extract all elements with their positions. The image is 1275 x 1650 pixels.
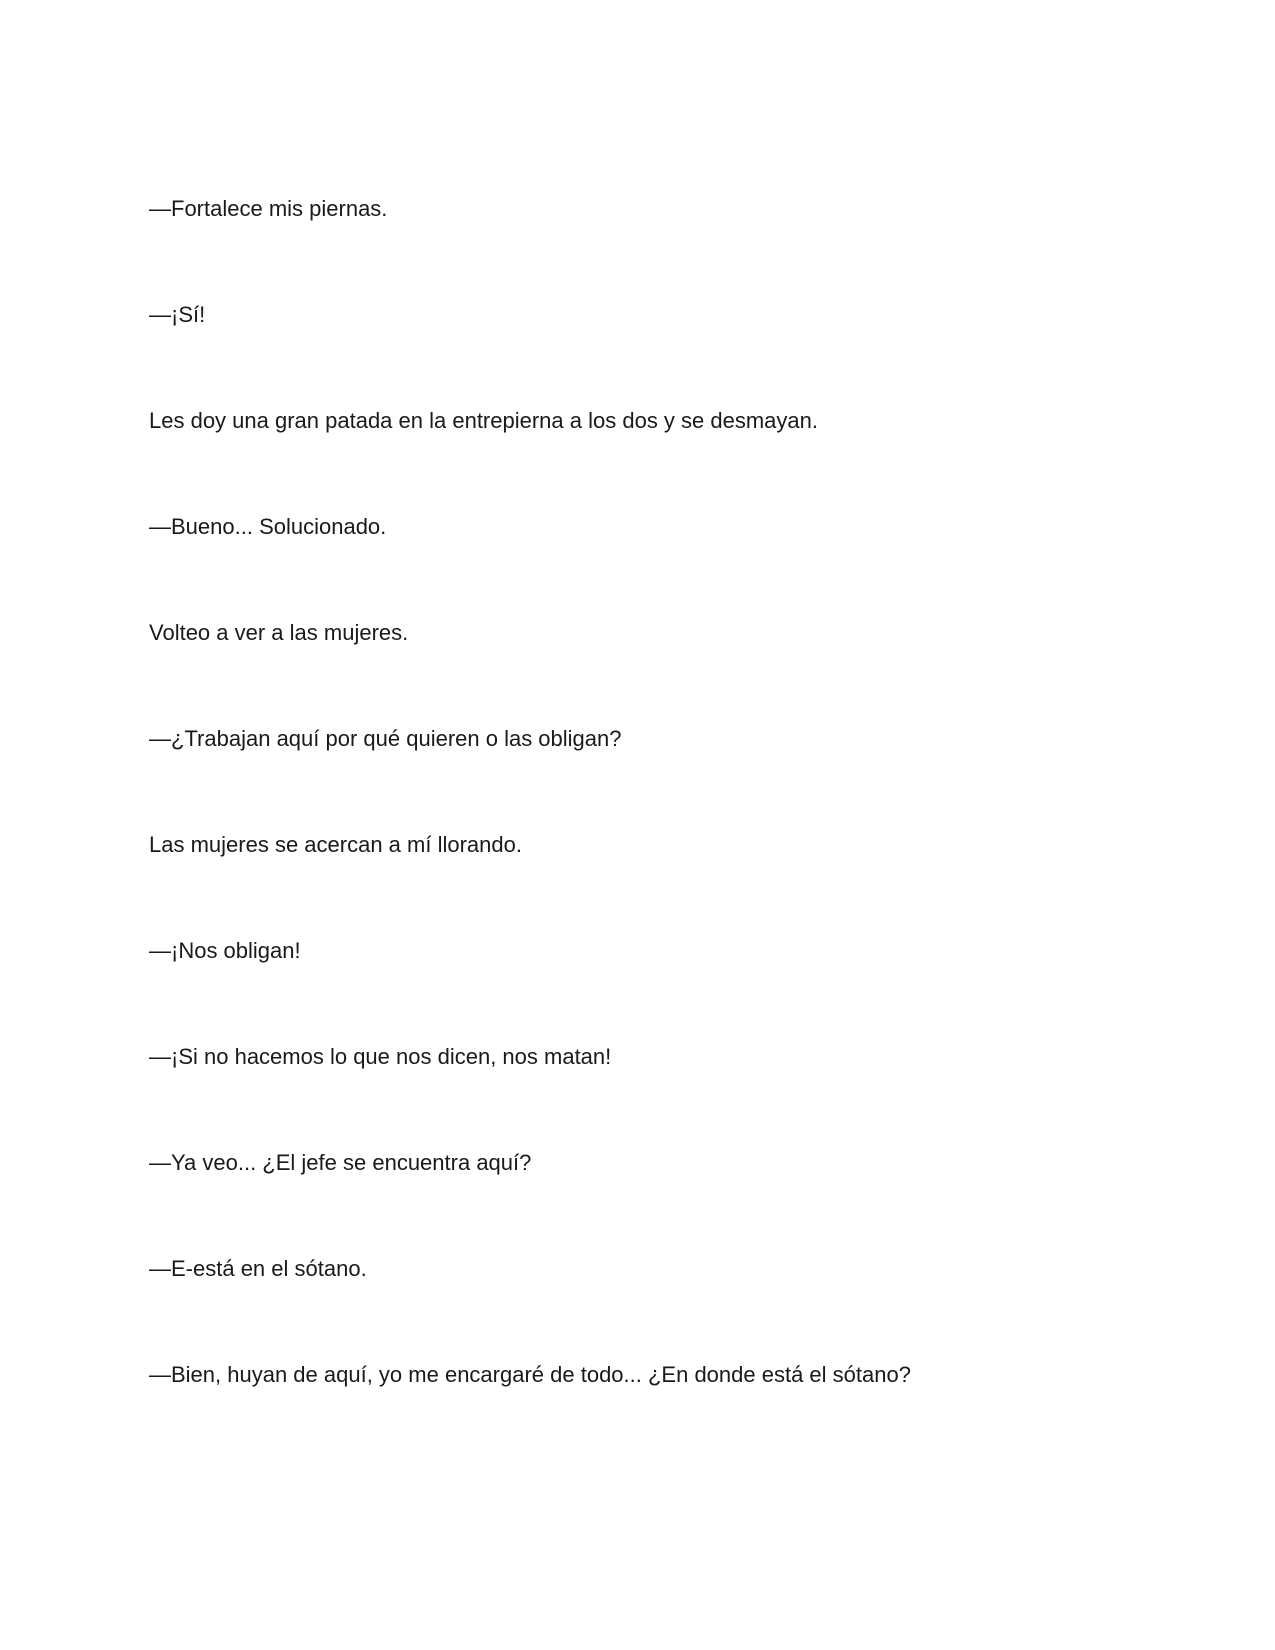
- text-line: —¡Nos obligan!: [149, 938, 301, 963]
- text-line: —E-está en el sótano.: [149, 1256, 367, 1281]
- text-line: —Fortalece mis piernas.: [149, 196, 388, 221]
- text-line: —¡Sí!: [149, 302, 206, 327]
- text-body: [149, 195, 1149, 1467]
- text-line: —Ya veo... ¿El jefe se encuentra aquí?: [149, 1150, 532, 1175]
- text-line: —Bien, huyan de aquí, yo me encargaré de todo... ¿En donde está el sótano?: [149, 1362, 911, 1387]
- text-line: —¿Trabajan aquí por qué quieren o las obligan?: [149, 726, 622, 751]
- text-line: Volteo a ver a las mujeres.: [149, 620, 409, 645]
- text-line: —Bueno... Solucionado.: [149, 514, 387, 539]
- text-line: —¡Si no hacemos lo que nos dicen, nos matan!: [149, 1044, 612, 1069]
- text-line: Les doy una gran patada en la entrepierna a los dos y se desmayan.: [149, 408, 819, 433]
- text-line: Las mujeres se acercan a mí llorando.: [149, 832, 522, 857]
